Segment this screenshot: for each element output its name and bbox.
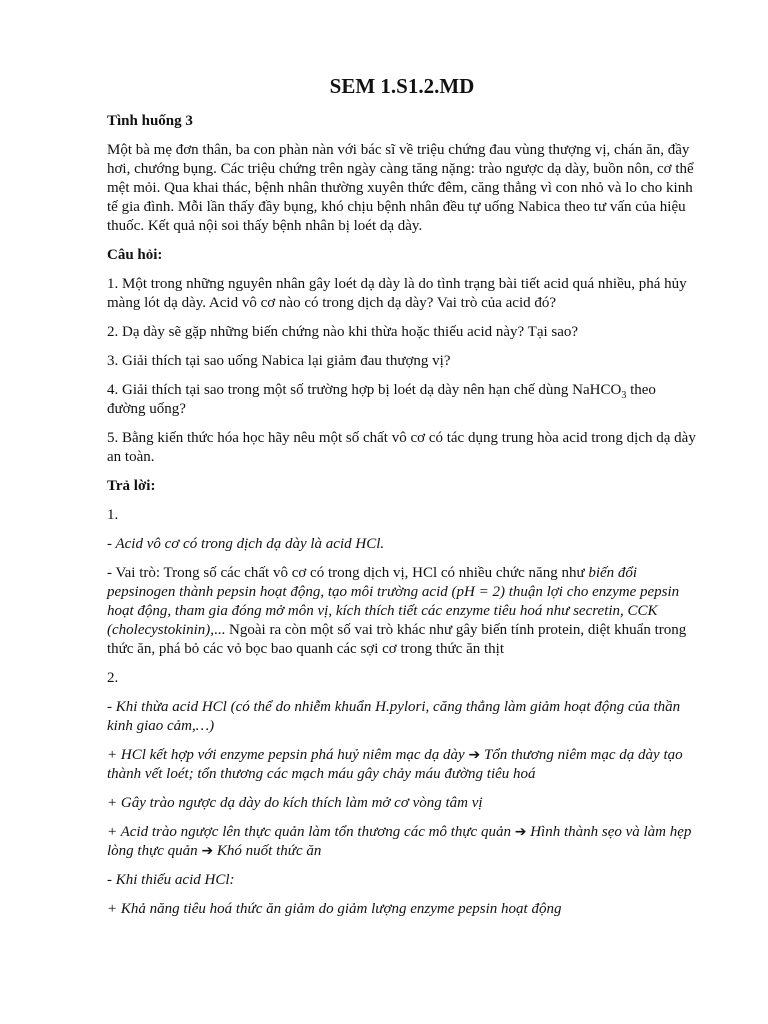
- document-title: SEM 1.S1.2.MD: [329, 74, 475, 98]
- answer-2-bullet-2: + Gây trào ngược dạ dày do kích thích làm mở cơ vòng tâm vị: [107, 795, 483, 811]
- question-4-subscript: 3: [621, 390, 627, 401]
- answer-2-bullet-1-b: Tổn thương niêm mạc dạ dày tạo thành vết loét; tổn thương các mạch máu gây chảy máu đường tiêu hoá: [107, 747, 683, 782]
- answer-2-bullet-3-c: Khó nuốt thức ăn: [216, 843, 322, 859]
- question-4-tail: theo đường uống?: [107, 382, 656, 417]
- answer-1-role-end: ... Ngoài ra còn một số vai trò khác như gây biến tính protein, diệt khuẩn trong thức ăn, phá bỏ các vỏ bọc bao quanh các sợi cơ trong thức ăn thịt: [107, 622, 687, 657]
- answer-1-role-start: - Vai trò: Trong số các chất vô cơ có trong dịch vị, HCl có nhiều chức năng như: [107, 565, 589, 581]
- document-content: [107, 72, 697, 929]
- question-1: 1. Một trong những nguyên nhân gây loét dạ dày là do tình trạng bài tiết acid quá nhiều, phá hủy màng lót dạ dày. Acid vô cơ nào có trong dịch dạ dày? Vai trò của acid đó?: [107, 276, 687, 311]
- question-2: 2. Dạ dày sẽ gặp những biến chứng nào khi thừa hoặc thiếu acid này? Tại sao?: [107, 324, 579, 340]
- questions-heading: Câu hỏi:: [107, 247, 163, 263]
- question-5: 5. Bằng kiến thức hóa học hãy nêu một số chất vô cơ có tác dụng trung hòa acid trong dịch dạ dày an toàn.: [107, 430, 696, 465]
- answer-2-bullet-3-b: Hình thành sẹo và làm hẹp lòng thực quản: [107, 824, 692, 859]
- answer-1-number: 1.: [107, 507, 119, 523]
- answer-2-deficit: - Khi thiếu acid HCl:: [107, 872, 235, 888]
- right-arrow-icon: ➔: [468, 747, 481, 763]
- answer-2-bullet-3: [107, 823, 697, 861]
- answer-2-excess: - Khi thừa acid HCl (có thể do nhiễm khuẩn H.pylori, căng thẳng làm giảm hoạt động của thần kinh giao cảm,…): [107, 699, 681, 734]
- answers-heading: Trả lời:: [107, 478, 156, 494]
- answer-2-number: 2.: [107, 670, 119, 686]
- question-3: 3. Giải thích tại sao uống Nabica lại giảm đau thượng vị?: [107, 353, 451, 369]
- answer-2-bullet-1: [107, 746, 697, 784]
- case-text: Một bà mẹ đơn thân, ba con phàn nàn với bác sĩ về triệu chứng đau vùng thượng vị, chán ăn, đầy hơi, chướng bụng. Các triệu chứng trên ngày càng tăng nặng: trào ngược dạ dày, buồn nôn, cơ thể mệt mỏi. Qua khai thác, bệnh nhân thường xuyên thức đêm, căng thẳng vì con nhỏ và lo cho kinh tế gia đình. Mỗi lần thấy đầy bụng, khó chịu bệnh nhân đều tự uống Nabica theo tư vấn của hiệu thuốc. Kết quả nội soi thấy bệnh nhân bị loét dạ dày.: [107, 142, 694, 234]
- answer-1-acid: - Acid vô cơ có trong dịch dạ dày là acid HCl.: [107, 536, 385, 552]
- answer-2-bullet-4: + Khả năng tiêu hoá thức ăn giảm do giảm lượng enzyme pepsin hoạt động: [107, 901, 562, 917]
- right-arrow-icon: ➔: [201, 843, 214, 859]
- question-4: [107, 381, 697, 419]
- case-heading: Tình huống 3: [107, 113, 193, 129]
- right-arrow-icon: ➔: [514, 824, 527, 840]
- question-4-text: 4. Giải thích tại sao trong một số trường hợp bị loét dạ dày nên hạn chế dùng NaHCO: [107, 382, 622, 398]
- answer-2-bullet-1-a: + HCl kết hợp với enzyme pepsin phá huỷ niêm mạc dạ dày: [107, 747, 469, 763]
- answer-2-bullet-3-a: + Acid trào ngược lên thực quản làm tổn thương các mô thực quản: [107, 824, 515, 840]
- answer-1-role: [107, 564, 697, 659]
- answer-1-role-italic: biến đổi pepsinogen thành pepsin hoạt động, tạo môi trường acid (pH = 2) thuận lợi cho enzyme pepsin hoạt động, tham gia đóng mở môn vị, kích thích tiết các enzyme tiêu hoá như secretin, CCK (cholecystokinin),: [107, 565, 680, 638]
